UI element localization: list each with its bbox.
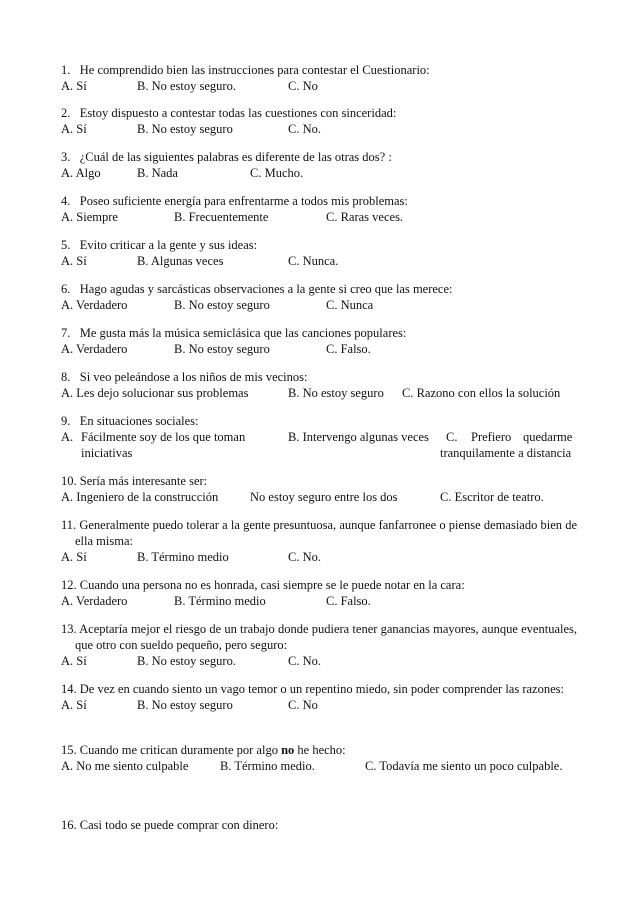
option-b[interactable]: B. No estoy seguro. [137, 654, 236, 668]
option-c-letter[interactable]: C. [446, 430, 458, 444]
question-3 [61, 149, 577, 181]
option-c[interactable]: C. No. [288, 122, 321, 136]
question-14 [61, 681, 577, 713]
option-b[interactable]: B. Término medio [137, 550, 229, 564]
question-4 [61, 193, 577, 225]
option-c[interactable]: C. Todavía me siento un poco culpable. [365, 759, 563, 773]
option-a[interactable]: A. Verdadero [61, 594, 128, 608]
question-text: 12. Cuando una persona no es honrada, casi siempre se le puede notar en la cara: [61, 578, 465, 592]
option-c[interactable]: C. No [288, 698, 318, 712]
option-b[interactable]: B. Término medio. [220, 759, 315, 773]
option-b[interactable]: B. Nada [137, 166, 178, 180]
option-a[interactable]: A. Sí [61, 698, 87, 712]
option-b[interactable]: B. No estoy seguro [174, 342, 270, 356]
option-b[interactable]: B. Intervengo algunas veces [288, 430, 429, 444]
question-text: 3. ¿Cuál de las siguientes palabras es diferente de las otras dos? : [61, 150, 392, 164]
question-11 [61, 517, 577, 565]
question-text: 10. Sería más interesante ser: [61, 474, 208, 488]
option-a[interactable]: A. Verdadero [61, 342, 128, 356]
question-text: 14. De vez en cuando siento un vago temor o un repentino miedo, sin poder comprender las razones: [61, 682, 564, 696]
option-c[interactable]: C. Raras veces. [326, 210, 404, 224]
option-c[interactable]: C. Razono con ellos la solución [402, 386, 561, 400]
question-text: 16. Casi todo se puede comprar con dinero: [61, 818, 279, 832]
question-text: 9. En situaciones sociales: [61, 414, 199, 428]
question-6 [61, 281, 577, 313]
question-9 [61, 413, 577, 461]
question-15 [61, 742, 577, 774]
question-13 [61, 621, 577, 669]
question-1 [61, 62, 577, 94]
option-b[interactable]: B. Algunas veces [137, 254, 224, 268]
option-a[interactable]: A. Sí [61, 654, 87, 668]
option-a-continued[interactable]: iniciativas [81, 446, 133, 460]
option-a[interactable]: A. Algo [61, 166, 101, 180]
option-a[interactable]: A. Verdadero [61, 298, 128, 312]
question-8 [61, 369, 577, 401]
option-c[interactable]: C. Nunca. [288, 254, 339, 268]
option-a[interactable]: A. No me siento culpable [61, 759, 189, 773]
question-text: 13. Aceptaría mejor el riesgo de un trabajo donde pudiera tener ganancias mayores, aunque eventuales, que otro con sueldo pequeño, pero seguro: [61, 622, 577, 652]
option-c[interactable]: C. Nunca [326, 298, 374, 312]
question-text: 8. Si veo peleándose a los niños de mis vecinos: [61, 370, 308, 384]
option-c[interactable]: C. Escritor de teatro. [440, 490, 544, 504]
option-c[interactable]: C. No. [288, 654, 321, 668]
question-7 [61, 325, 577, 357]
question-5 [61, 237, 577, 269]
option-a[interactable]: A. Sí [61, 254, 87, 268]
option-a[interactable]: A. Les dejo solucionar sus problemas [61, 386, 249, 400]
option-c[interactable]: C. No. [288, 550, 321, 564]
question-text: 7. Me gusta más la música semiclásica que las canciones populares: [61, 326, 407, 340]
option-a[interactable]: A. Siempre [61, 210, 118, 224]
option-b[interactable]: B. No estoy seguro. [137, 79, 236, 93]
option-b[interactable]: B. Término medio [174, 594, 266, 608]
option-a[interactable]: A. Sí [61, 550, 87, 564]
option-b[interactable]: B. No estoy seguro [288, 386, 384, 400]
option-c-word-2[interactable]: quedarme [523, 430, 573, 444]
question-text: 11. Generalmente puedo tolerar a la gente presuntuosa, aunque fanfarronee o piense demasiado bien de ella misma: [61, 518, 578, 548]
option-a[interactable]: Fácilmente soy de los que toman [81, 430, 246, 444]
option-b[interactable]: B. No estoy seguro [137, 122, 233, 136]
option-b[interactable]: B. No estoy seguro [137, 698, 233, 712]
option-b[interactable]: B. No estoy seguro [174, 298, 270, 312]
question-text: 4. Poseo suficiente energía para enfrentarme a todos mis problemas: [61, 194, 408, 208]
option-a[interactable]: A. Sí [61, 122, 87, 136]
option-c[interactable]: C. No [288, 79, 318, 93]
question-16 [61, 817, 577, 833]
option-c[interactable]: C. Falso. [326, 342, 371, 356]
question-text: 2. Estoy dispuesto a contestar todas las cuestiones con sinceridad: [61, 106, 397, 120]
question-12 [61, 577, 577, 609]
option-a[interactable]: A. Sí [61, 79, 87, 93]
option-a[interactable]: A. Ingeniero de la construcción [61, 490, 219, 504]
question-2 [61, 105, 577, 137]
option-b[interactable]: B. Frecuentemente [174, 210, 269, 224]
question-text: 5. Evito criticar a la gente y sus ideas: [61, 238, 258, 252]
question-text: 6. Hago agudas y sarcásticas observaciones a la gente si creo que las merece: [61, 282, 453, 296]
option-c[interactable]: Prefiero [471, 430, 512, 444]
option-a-letter[interactable]: A. [61, 430, 74, 444]
option-b[interactable]: No estoy seguro entre los dos [250, 490, 398, 504]
option-c-continued[interactable]: tranquilamente a distancia [440, 446, 572, 460]
option-c[interactable]: C. Falso. [326, 594, 371, 608]
question-text: 1. He comprendido bien las instrucciones para contestar el Cuestionario: [61, 63, 430, 77]
emphasis-no: no [281, 743, 295, 757]
question-text: 15. Cuando me critican duramente por algo no he hecho: [61, 743, 346, 757]
question-10 [61, 473, 577, 505]
option-c[interactable]: C. Mucho. [250, 166, 304, 180]
